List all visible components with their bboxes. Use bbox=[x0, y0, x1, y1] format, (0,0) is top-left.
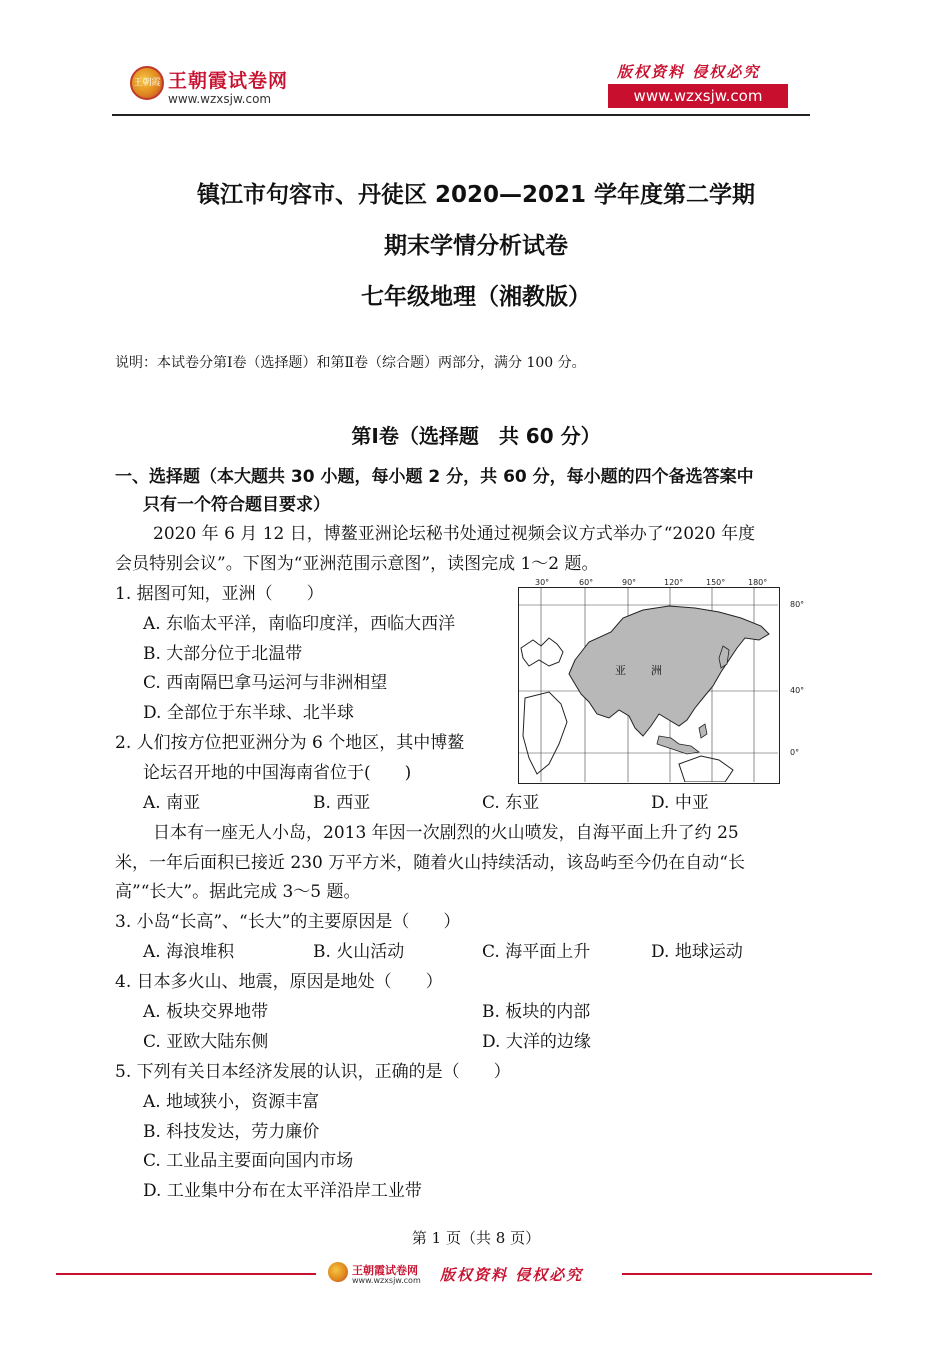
asia-map bbox=[518, 587, 780, 784]
q5-option-d[interactable]: D. 工业集中分布在太平洋沿岸工业带 bbox=[143, 1181, 422, 1201]
section-title: 第Ⅰ卷（选择题 共 60 分） bbox=[351, 424, 601, 448]
map-label-asia-2: 洲 bbox=[651, 664, 662, 677]
q3-option-d[interactable]: D. 地球运动 bbox=[651, 942, 743, 962]
q2-option-b[interactable]: B. 西亚 bbox=[313, 793, 371, 813]
q3-stem: 3. 小岛“长高”、“长大”的主要原因是（ ） bbox=[115, 912, 461, 932]
q1-option-a[interactable]: A. 东临太平洋，南临印度洋，西临大西洋 bbox=[143, 614, 456, 634]
intro2-line1: 日本有一座无人小岛，2013 年因一次剧烈的火山喷发，自海平面上升了约 25 bbox=[153, 823, 739, 843]
q3-option-a[interactable]: A. 海浪堆积 bbox=[143, 942, 235, 962]
footer-rule-left bbox=[56, 1273, 316, 1275]
map-lon-label: 120° bbox=[664, 578, 684, 587]
part-heading-line1: 一、选择题（本大题共 30 小题，每小题 2 分，共 60 分，每小题的四个备选答案中 bbox=[115, 467, 754, 487]
map-lat-label: 40° bbox=[790, 686, 805, 695]
exam-title-line3: 七年级地理（湘教版） bbox=[361, 284, 591, 310]
footer-copyright: 版权资料 侵权必究 bbox=[440, 1266, 584, 1284]
map-lon-label: 90° bbox=[622, 578, 637, 587]
q2-option-a[interactable]: A. 南亚 bbox=[143, 793, 201, 813]
europe-outline bbox=[521, 638, 563, 666]
exam-title-line1: 镇江市句容市、丹徒区 2020—2021 学年度第二学期 bbox=[196, 182, 756, 208]
q5-stem: 5. 下列有关日本经济发展的认识，正确的是（ ） bbox=[115, 1062, 511, 1082]
footer-rule-right bbox=[622, 1273, 872, 1275]
map-lat-label: 0° bbox=[790, 748, 800, 757]
q4-option-b[interactable]: B. 板块的内部 bbox=[482, 1002, 591, 1022]
map-lat-label: 80° bbox=[790, 600, 805, 609]
page-number: 第 1 页（共 8 页） bbox=[411, 1229, 541, 1247]
brand-logo bbox=[130, 66, 164, 100]
q5-option-a[interactable]: A. 地域狭小，资源丰富 bbox=[143, 1092, 320, 1112]
map-lon-label: 150° bbox=[706, 578, 726, 587]
q4-option-d[interactable]: D. 大洋的边缘 bbox=[482, 1032, 591, 1052]
q2-stem-line2: 论坛召开地的中国海南省位于( ) bbox=[143, 763, 412, 783]
q1-option-b[interactable]: B. 大部分位于北温带 bbox=[143, 644, 303, 664]
indonesia-islands bbox=[657, 736, 699, 754]
map-label-asia-1: 亚 bbox=[615, 664, 626, 677]
australia-outline bbox=[679, 756, 733, 782]
q4-option-a[interactable]: A. 板块交界地带 bbox=[143, 1002, 269, 1022]
q4-stem: 4. 日本多火山、地震，原因是地处（ ） bbox=[115, 972, 443, 992]
footer-brand-url[interactable]: www.wzxsjw.com bbox=[352, 1276, 421, 1285]
exam-note: 说明：本试卷分第Ⅰ卷（选择题）和第Ⅱ卷（综合题）两部分，满分 100 分。 bbox=[115, 355, 586, 371]
copyright-notice: 版权资料 侵权必究 bbox=[617, 63, 761, 81]
q2-option-d[interactable]: D. 中亚 bbox=[651, 793, 709, 813]
q4-option-c[interactable]: C. 亚欧大陆东侧 bbox=[143, 1032, 269, 1052]
philippines-islands bbox=[699, 724, 707, 738]
header-divider bbox=[112, 114, 810, 116]
q3-option-c[interactable]: C. 海平面上升 bbox=[482, 942, 591, 962]
map-lon-label: 30° bbox=[535, 578, 550, 587]
url-badge[interactable]: www.wzxsjw.com bbox=[608, 84, 788, 108]
africa-outline bbox=[523, 692, 567, 774]
asia-landmass bbox=[569, 606, 769, 736]
intro1-line2: 会员特别会议”。下图为“亚洲范围示意图”，读图完成 1～2 题。 bbox=[115, 554, 599, 574]
footer-logo bbox=[328, 1262, 348, 1282]
q1-stem: 1. 据图可知，亚洲（ ） bbox=[115, 584, 324, 604]
q2-stem-line1: 2. 人们按方位把亚洲分为 6 个地区，其中博鳌 bbox=[115, 733, 465, 753]
q1-option-d[interactable]: D. 全部位于东半球、北半球 bbox=[143, 703, 354, 723]
q5-option-c[interactable]: C. 工业品主要面向国内市场 bbox=[143, 1151, 354, 1171]
intro2-line3: 高”“长大”。据此完成 3～5 题。 bbox=[115, 882, 361, 902]
q5-option-b[interactable]: B. 科技发达，劳力廉价 bbox=[143, 1122, 320, 1142]
q3-option-b[interactable]: B. 火山活动 bbox=[313, 942, 405, 962]
intro1-line1: 2020 年 6 月 12 日，博鳌亚洲论坛秘书处通过视频会议方式举办了“2020 年度 bbox=[153, 524, 756, 544]
asia-map-graphic bbox=[519, 588, 778, 782]
logo-text: 王朝霞 bbox=[133, 78, 161, 88]
exam-title-line2: 期末学情分析试卷 bbox=[384, 233, 568, 259]
map-lon-label: 180° bbox=[748, 578, 768, 587]
part-heading-line2: 只有一个符合题目要求） bbox=[143, 495, 330, 515]
brand-url[interactable]: www.wzxsjw.com bbox=[168, 92, 272, 106]
map-lon-label: 60° bbox=[579, 578, 594, 587]
q2-option-c[interactable]: C. 东亚 bbox=[482, 793, 540, 813]
intro2-line2: 米，一年后面积已接近 230 万平方米，随着火山持续活动，该岛屿至今仍在自动“长 bbox=[115, 853, 745, 873]
footer-brand-name: 王朝霞试卷网 bbox=[352, 1264, 418, 1277]
brand-name: 王朝霞试卷网 bbox=[168, 70, 289, 92]
q1-option-c[interactable]: C. 西南隔巴拿马运河与非洲相望 bbox=[143, 673, 388, 693]
